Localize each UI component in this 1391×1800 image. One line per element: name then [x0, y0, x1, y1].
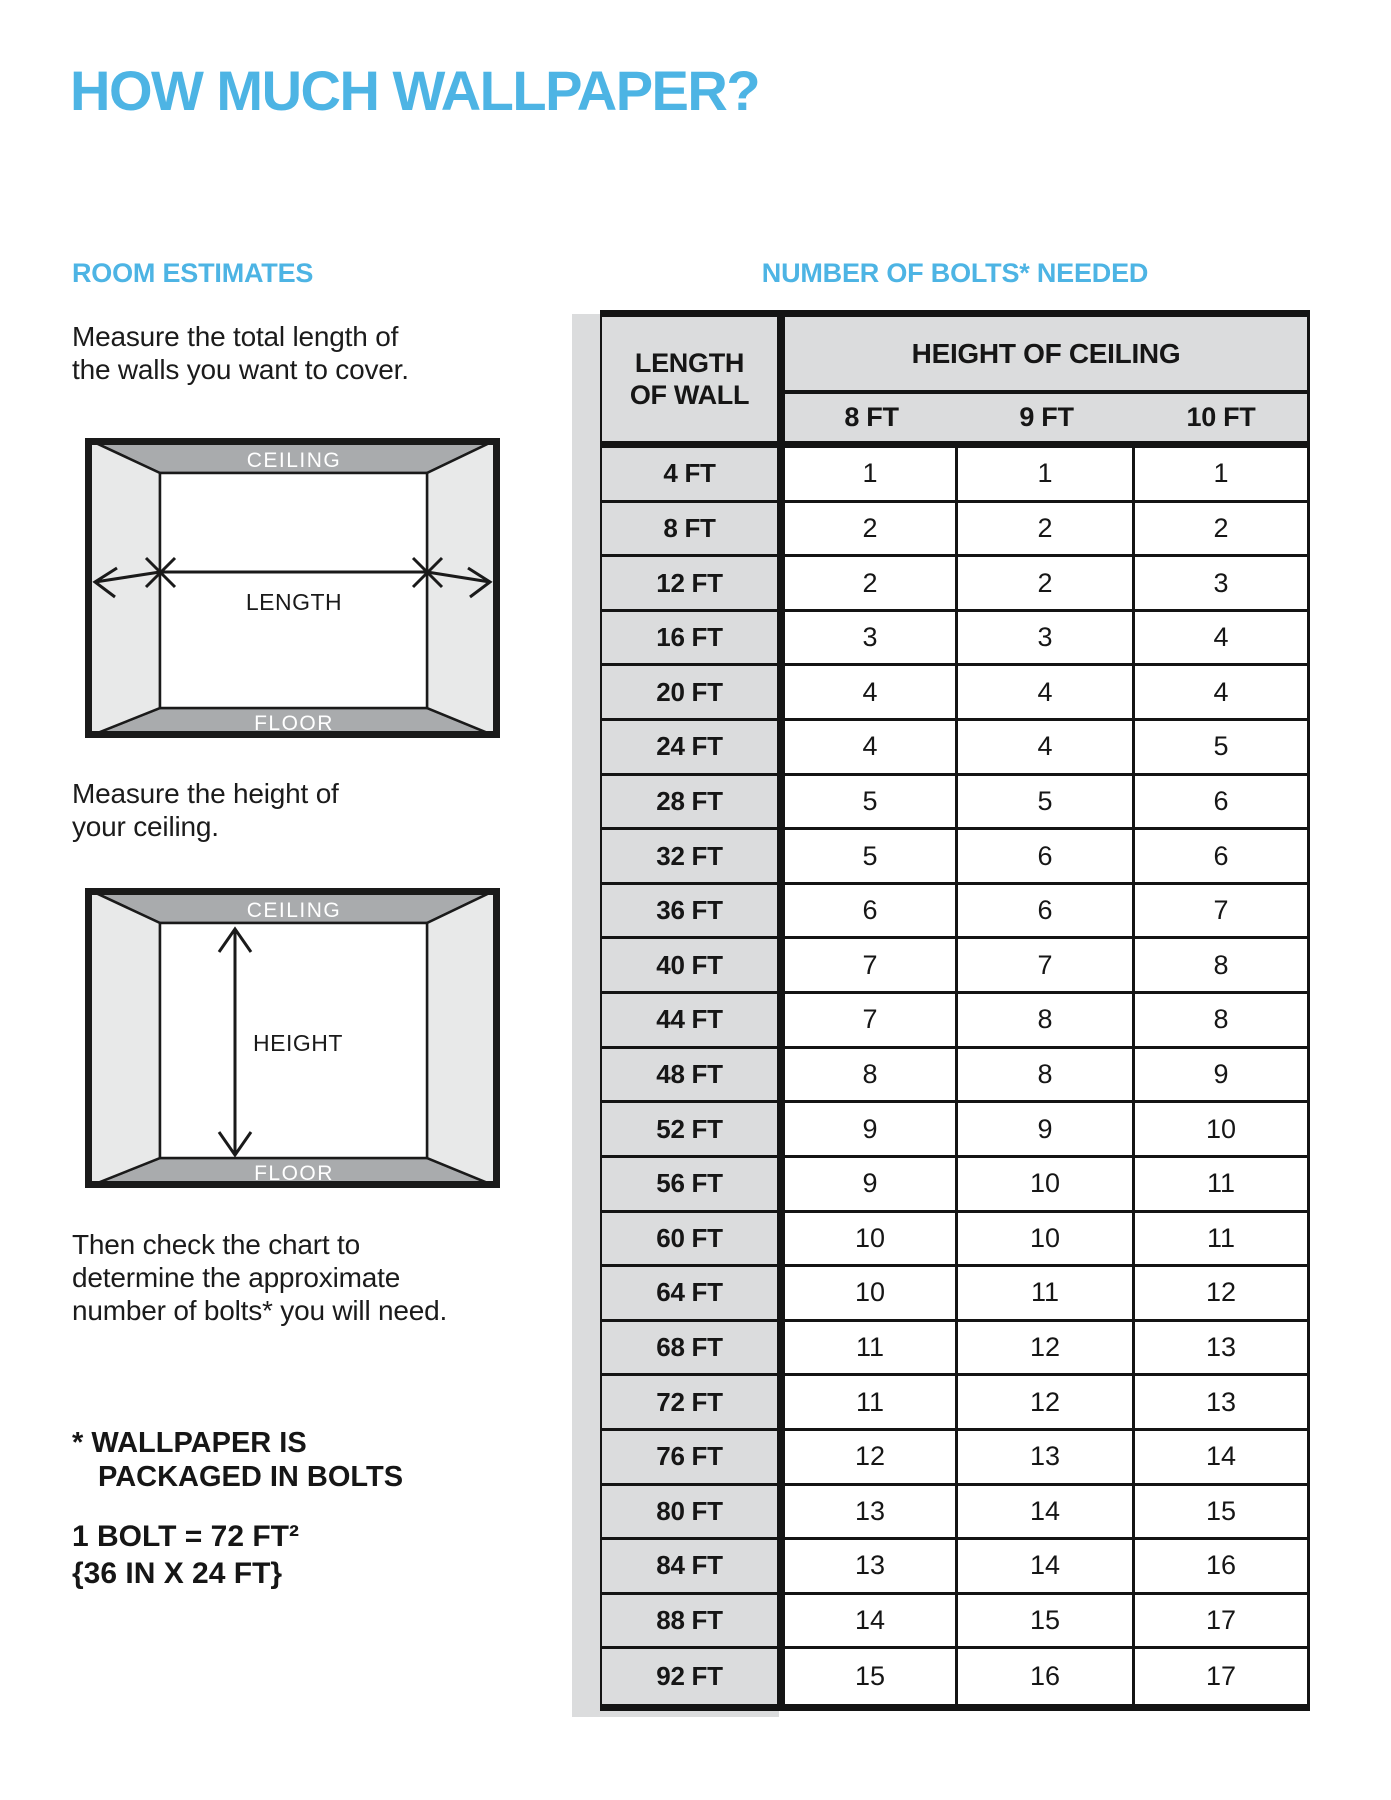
bolt-count-10ft: 11 — [1135, 1213, 1307, 1268]
bolt-count-8ft: 4 — [785, 666, 958, 721]
bolt-count-8ft: 9 — [785, 1158, 958, 1213]
bolt-count-10ft: 13 — [1135, 1322, 1307, 1377]
row-label-length: 8 FT — [602, 503, 785, 558]
bolt-count-10ft: 17 — [1135, 1595, 1307, 1650]
text-line: Then check the chart to — [72, 1229, 361, 1260]
bolt-count-10ft: 12 — [1135, 1267, 1307, 1322]
col-header-height-of-ceiling: HEIGHT OF CEILING — [785, 317, 1307, 394]
bolt-count-9ft: 5 — [958, 776, 1135, 831]
bolt-count-8ft: 5 — [785, 776, 958, 831]
bolt-count-10ft: 6 — [1135, 830, 1307, 885]
bolt-definition — [72, 1518, 299, 1592]
bolt-count-9ft: 3 — [958, 612, 1135, 667]
text-line: PACKAGED IN BOLTS — [98, 1461, 404, 1493]
bolt-count-9ft: 4 — [958, 666, 1135, 721]
bolt-count-9ft: 10 — [958, 1213, 1135, 1268]
text-line: your ceiling. — [72, 811, 219, 842]
bolt-count-9ft: 11 — [958, 1267, 1135, 1322]
bolt-count-8ft: 4 — [785, 721, 958, 776]
text-line: the walls you want to cover. — [72, 354, 409, 385]
col-header-10ft: 10 FT — [1135, 394, 1307, 448]
text-line: * WALLPAPER IS — [72, 1427, 307, 1459]
row-label-length: 80 FT — [602, 1486, 785, 1541]
bolt-count-10ft: 15 — [1135, 1486, 1307, 1541]
row-label-length: 32 FT — [602, 830, 785, 885]
bolt-count-10ft: 8 — [1135, 994, 1307, 1049]
room-length-diagram — [85, 438, 500, 738]
bolt-count-10ft: 4 — [1135, 612, 1307, 667]
room-estimates-heading: ROOM ESTIMATES — [72, 258, 314, 288]
bolt-count-9ft: 12 — [958, 1322, 1135, 1377]
row-label-length: 64 FT — [602, 1267, 785, 1322]
bolt-count-8ft: 13 — [785, 1486, 958, 1541]
text-line: 1 BOLT = 72 FT² — [72, 1520, 299, 1553]
row-label-length: 88 FT — [602, 1595, 785, 1650]
bolt-count-10ft: 17 — [1135, 1649, 1307, 1704]
row-label-length: 60 FT — [602, 1213, 785, 1268]
bolt-count-9ft: 15 — [958, 1595, 1135, 1650]
row-label-length: 52 FT — [602, 1103, 785, 1158]
bolt-count-10ft: 6 — [1135, 776, 1307, 831]
bolt-count-9ft: 14 — [958, 1486, 1135, 1541]
col-header-8ft: 8 FT — [785, 394, 958, 448]
measure-length-paragraph — [72, 320, 409, 386]
bolts-footnote — [72, 1426, 403, 1494]
bolt-count-10ft: 3 — [1135, 557, 1307, 612]
bolt-count-10ft: 10 — [1135, 1103, 1307, 1158]
col-header-length-of-wall — [602, 317, 785, 448]
row-label-length: 36 FT — [602, 885, 785, 940]
bolt-count-8ft: 15 — [785, 1649, 958, 1704]
bolt-count-10ft: 4 — [1135, 666, 1307, 721]
text-line: LENGTH — [634, 348, 745, 378]
text-line: {36 IN X 24 FT} — [72, 1557, 283, 1590]
bolt-count-9ft: 12 — [958, 1376, 1135, 1431]
bolt-count-9ft: 9 — [958, 1103, 1135, 1158]
bolt-count-8ft: 7 — [785, 939, 958, 994]
bolt-count-9ft: 6 — [958, 830, 1135, 885]
floor-label: FLOOR — [254, 712, 334, 735]
bolt-count-8ft: 2 — [785, 557, 958, 612]
ceiling-label: CEILING — [246, 449, 342, 472]
bolt-count-10ft: 1 — [1135, 448, 1307, 503]
left-wall — [85, 888, 160, 1188]
bolt-count-10ft: 8 — [1135, 939, 1307, 994]
bolt-count-9ft: 10 — [958, 1158, 1135, 1213]
bolt-count-9ft: 2 — [958, 557, 1135, 612]
floor-label: FLOOR — [254, 1162, 334, 1185]
bolt-count-9ft: 1 — [958, 448, 1135, 503]
text-line: number of bolts* you will need. — [72, 1295, 448, 1326]
bolt-count-8ft: 12 — [785, 1431, 958, 1486]
bolt-count-10ft: 5 — [1135, 721, 1307, 776]
bolt-count-8ft: 10 — [785, 1267, 958, 1322]
bolt-count-8ft: 2 — [785, 503, 958, 558]
bolt-count-9ft: 14 — [958, 1540, 1135, 1595]
bolt-count-10ft: 16 — [1135, 1540, 1307, 1595]
bolt-count-8ft: 13 — [785, 1540, 958, 1595]
left-wall — [85, 438, 160, 738]
bolt-count-8ft: 11 — [785, 1322, 958, 1377]
text-line: determine the approximate — [72, 1262, 401, 1293]
length-label: LENGTH — [245, 589, 343, 615]
row-label-length: 44 FT — [602, 994, 785, 1049]
bolt-count-8ft: 14 — [785, 1595, 958, 1650]
row-label-length: 48 FT — [602, 1049, 785, 1104]
bolt-count-9ft: 8 — [958, 1049, 1135, 1104]
bolt-count-8ft: 1 — [785, 448, 958, 503]
bolt-count-10ft: 9 — [1135, 1049, 1307, 1104]
bolt-count-8ft: 8 — [785, 1049, 958, 1104]
bolt-count-8ft: 11 — [785, 1376, 958, 1431]
row-label-length: 12 FT — [602, 557, 785, 612]
row-label-length: 24 FT — [602, 721, 785, 776]
room-perspective-drawing — [85, 438, 500, 738]
text-line: Measure the height of — [72, 778, 339, 809]
bolts-table — [600, 310, 1310, 1711]
right-wall — [427, 438, 500, 738]
bolt-count-8ft: 9 — [785, 1103, 958, 1158]
bolt-count-9ft: 4 — [958, 721, 1135, 776]
check-chart-paragraph — [72, 1228, 447, 1327]
row-label-length: 20 FT — [602, 666, 785, 721]
bolt-count-10ft: 7 — [1135, 885, 1307, 940]
room-perspective-drawing — [85, 888, 500, 1188]
bolt-count-8ft: 6 — [785, 885, 958, 940]
bolt-count-10ft: 2 — [1135, 503, 1307, 558]
bolts-needed-heading: NUMBER OF BOLTS* NEEDED — [761, 258, 1149, 288]
row-label-length: 68 FT — [602, 1322, 785, 1377]
row-label-length: 28 FT — [602, 776, 785, 831]
text-line: Measure the total length of — [72, 321, 399, 352]
bolt-count-8ft: 7 — [785, 994, 958, 1049]
bolt-count-8ft: 5 — [785, 830, 958, 885]
row-label-length: 84 FT — [602, 1540, 785, 1595]
bolt-count-9ft: 13 — [958, 1431, 1135, 1486]
height-label: HEIGHT — [253, 1030, 343, 1056]
text-line: OF WALL — [629, 380, 750, 410]
bolt-count-9ft: 16 — [958, 1649, 1135, 1704]
col-header-9ft: 9 FT — [958, 394, 1135, 448]
row-label-length: 16 FT — [602, 612, 785, 667]
bolt-count-9ft: 2 — [958, 503, 1135, 558]
row-label-length: 76 FT — [602, 1431, 785, 1486]
bolt-count-9ft: 6 — [958, 885, 1135, 940]
page-title: HOW MUCH WALLPAPER? — [70, 59, 760, 122]
bolt-count-10ft: 13 — [1135, 1376, 1307, 1431]
row-label-length: 40 FT — [602, 939, 785, 994]
row-label-length: 72 FT — [602, 1376, 785, 1431]
bolt-count-9ft: 8 — [958, 994, 1135, 1049]
right-wall — [427, 888, 500, 1188]
bolt-count-9ft: 7 — [958, 939, 1135, 994]
bolt-count-10ft: 14 — [1135, 1431, 1307, 1486]
row-label-length: 56 FT — [602, 1158, 785, 1213]
bolt-count-8ft: 10 — [785, 1213, 958, 1268]
room-height-diagram — [85, 888, 500, 1188]
bolt-count-8ft: 3 — [785, 612, 958, 667]
ceiling-label: CEILING — [246, 899, 342, 922]
bolt-count-10ft: 11 — [1135, 1158, 1307, 1213]
row-label-length: 4 FT — [602, 448, 785, 503]
measure-height-paragraph — [72, 777, 339, 843]
row-label-length: 92 FT — [602, 1649, 785, 1704]
